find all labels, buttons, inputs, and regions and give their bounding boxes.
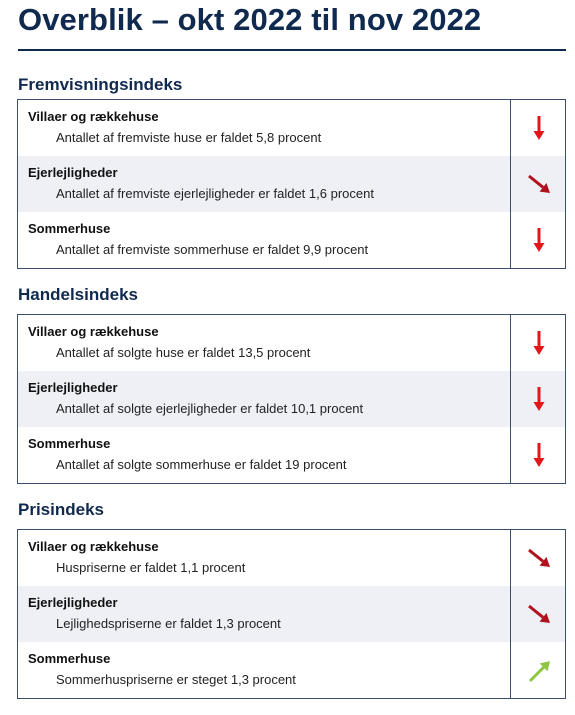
section-title-handelsindeks: Handelsindeks [18, 285, 138, 304]
row-title: Ejerlejligheder [28, 165, 118, 180]
table-row [18, 212, 565, 268]
arrow-down-icon [521, 110, 557, 146]
arrow-down-right-icon [521, 596, 557, 632]
section-title-fremvisningsindeks: Fremvisningsindeks [18, 75, 183, 94]
table-row [18, 642, 565, 698]
section-box-fremvisningsindeks [17, 99, 566, 269]
row-title: Ejerlejligheder [28, 380, 118, 395]
row-description: Antallet af fremviste sommerhuse er faldet 9,9 procent [56, 242, 369, 257]
row-description: Antallet af solgte ejerlejligheder er faldet 10,1 procent [56, 401, 364, 416]
row-description: Antallet af solgte huse er faldet 13,5 procent [56, 345, 311, 360]
table-row [18, 100, 565, 156]
section-title-prisindeks: Prisindeks [18, 500, 104, 519]
row-description: Huspriserne er faldet 1,1 procent [56, 560, 246, 575]
table-row [18, 427, 565, 483]
arrow-down-icon [521, 381, 557, 417]
arrow-down-icon [521, 437, 557, 473]
row-title: Villaer og rækkehuse [28, 109, 159, 124]
row-description: Antallet af solgte sommerhuse er faldet 19 procent [56, 457, 347, 472]
arrow-down-icon [521, 325, 557, 361]
section-box-handelsindeks [17, 314, 566, 484]
column-divider [510, 530, 511, 698]
row-description: Sommerhuspriserne er steget 1,3 procent [56, 672, 296, 687]
row-title: Villaer og rækkehuse [28, 539, 159, 554]
section-box-prisindeks [17, 529, 566, 699]
table-row [18, 315, 565, 371]
row-description: Antallet af fremviste ejerlejligheder er faldet 1,6 procent [56, 186, 374, 201]
row-title: Villaer og rækkehuse [28, 324, 159, 339]
row-description: Lejlighedspriserne er faldet 1,3 procent [56, 616, 281, 631]
arrow-down-right-icon [521, 166, 557, 202]
row-title: Sommerhuse [28, 651, 111, 666]
arrow-up-right-icon [521, 652, 557, 688]
table-row [18, 371, 565, 427]
column-divider [510, 315, 511, 483]
page-title: Overblik – okt 2022 til nov 2022 [18, 2, 482, 37]
table-row [18, 156, 565, 212]
row-title: Ejerlejligheder [28, 595, 118, 610]
row-title: Sommerhuse [28, 436, 111, 451]
table-row [18, 530, 565, 586]
arrow-down-icon [521, 222, 557, 258]
row-title: Sommerhuse [28, 221, 111, 236]
title-rule [18, 49, 566, 51]
row-description: Antallet af fremviste huse er faldet 5,8 procent [56, 130, 322, 145]
column-divider [510, 100, 511, 268]
arrow-down-right-icon [521, 540, 557, 576]
table-row [18, 586, 565, 642]
